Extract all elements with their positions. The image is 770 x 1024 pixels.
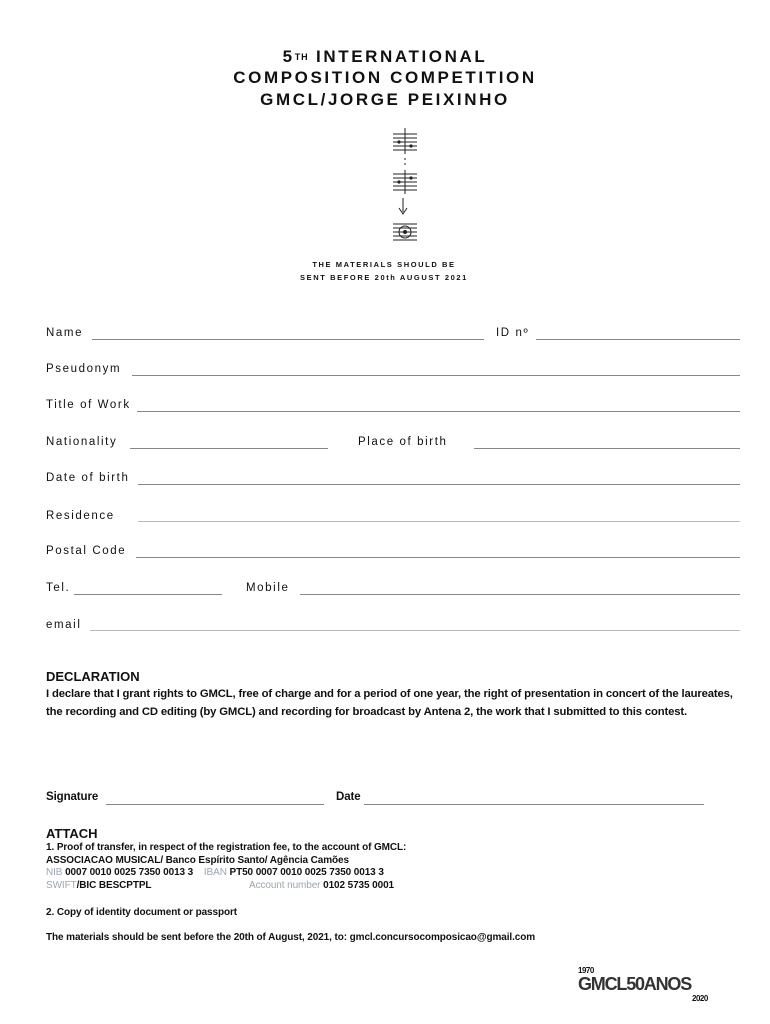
name-label: Name [46,327,84,339]
nationality-field[interactable] [130,448,328,449]
date-of-birth-field[interactable] [138,484,740,485]
declaration-heading: DECLARATION [46,669,140,684]
nib-iban-row [46,867,384,878]
declaration-text: I declare that I grant rights to GMCL, free of charge and for a period of one year, the right of presentation in concert of the laureates, the recording and CD editing (by GMCL) and recording for broadcast by Antena 2, the work that I submitted to this contest. [46,688,733,718]
iban-label: IBAN [203,867,227,878]
attach-heading: ATTACH [46,826,98,841]
nib-value: 0007 0010 0025 7350 0013 3 [65,867,194,878]
tel-label: Tel. [46,582,71,594]
bank-details: ASSOCIACAO MUSICAL/ Banco Espírito Santo/ Agência Camões [46,855,349,866]
title-line-3: GMCL/JORGE PEIXINHO [260,90,510,109]
account-row [249,880,394,891]
tel-field[interactable] [74,594,222,595]
deadline-note-line-1: THE MATERIALS SHOULD BE [312,260,456,269]
title-of-work-field[interactable] [137,411,740,412]
signature-field[interactable] [106,804,324,805]
residence-label: Residence [46,510,115,522]
postal-code-label: Postal Code [46,545,127,557]
postal-code-field[interactable] [136,557,740,558]
mobile-field[interactable] [300,594,740,595]
submission-footer: The materials should be sent before the 20th of August, 2021, to: gmcl.concursocomposicao@gmail.com [46,932,536,943]
email-field[interactable] [90,630,740,631]
swift-row [46,880,151,891]
attach-item-2: 2. Copy of identity document or passport [46,907,238,918]
deadline-note-line-2: SENT BEFORE 20th AUGUST 2021 [300,273,468,282]
logo-year-start: 1970 [578,966,594,975]
nationality-label: Nationality [46,436,118,448]
iban-value: PT50 0007 0010 0025 7350 0013 3 [229,867,384,878]
logo-year-end: 2020 [692,994,708,1003]
place-of-birth-field[interactable] [474,448,740,449]
title-line-1: 5TH INTERNATIONAL [282,47,488,66]
swift-value: /BIC BESCPTPL [76,880,152,891]
name-field[interactable] [92,339,484,340]
email-label: email [46,619,82,631]
title-line-2: COMPOSITION COMPETITION [233,68,537,87]
pseudonym-field[interactable] [132,375,740,376]
id-label: ID nº [496,327,530,339]
place-of-birth-label: Place of birth [358,436,448,448]
attach-item-1: 1. Proof of transfer, in respect of the registration fee, to the account of GMCL: [46,842,407,853]
date-field[interactable] [364,804,704,805]
account-value: 0102 5735 0001 [323,880,395,891]
account-label: Account number [249,880,321,891]
gmcl-50-anos-logo: GMCL50ANOS [578,974,692,994]
nib-label: NIB [46,867,63,878]
date-of-birth-label: Date of birth [46,472,130,484]
signature-label: Signature [46,791,99,803]
id-field[interactable] [536,339,740,340]
pseudonym-label: Pseudonym [46,363,122,375]
swift-label: SWIFT [46,880,77,891]
residence-field[interactable] [138,521,740,522]
date-label: Date [336,791,361,803]
mobile-label: Mobile [246,582,290,594]
title-of-work-label: Title of Work [46,399,131,411]
music-score-emblem [385,124,425,252]
